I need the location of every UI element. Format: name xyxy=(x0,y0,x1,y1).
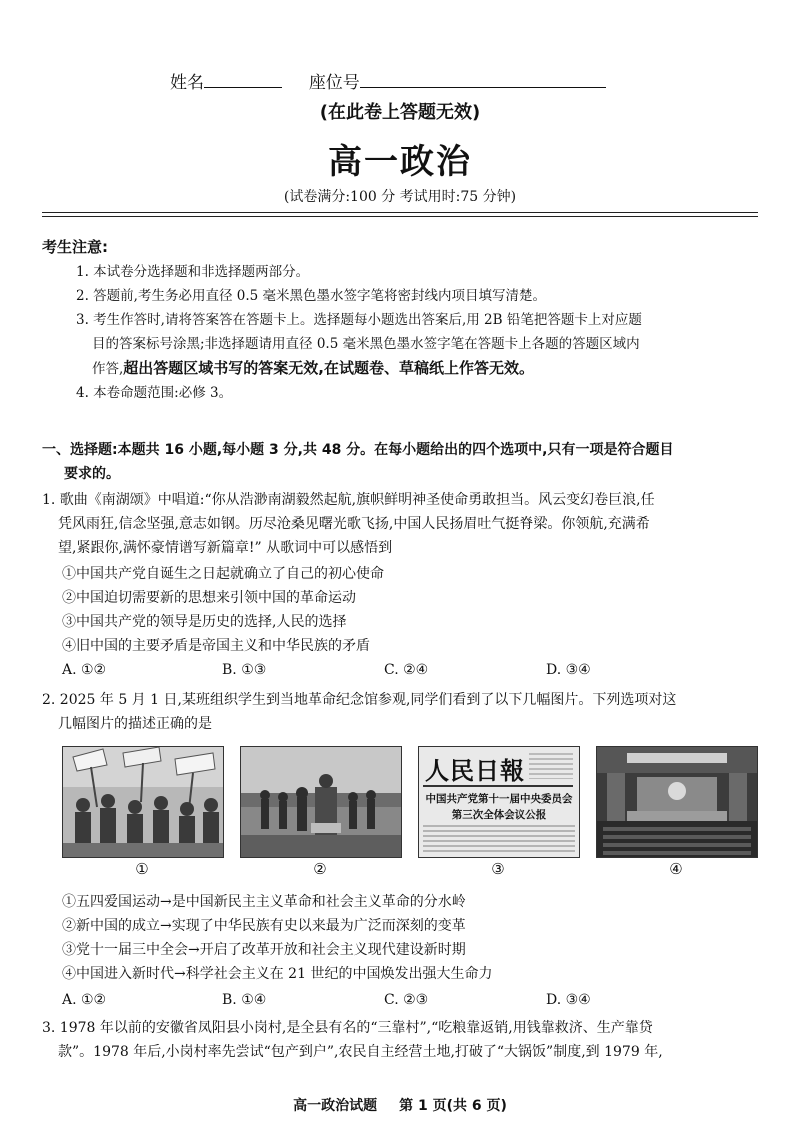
notice-text: 作答, xyxy=(92,361,124,377)
exam-info: (试卷满分:100 分 考试用时:75 分钟) xyxy=(283,189,517,205)
page-title: 高一政治 xyxy=(328,142,472,182)
stem-line: 款”。1978 年后,小岗村率先尝试“包产到户”,农民自主经营土地,打破了“大锅饭”制度,到 1979 年, xyxy=(58,1044,663,1060)
statement: ④中国进入新时代→科学社会主义在 21 世纪的中国焕发出强大生命力 xyxy=(62,966,493,982)
notice-list xyxy=(42,260,758,405)
notice-item: 2. 答题前,考生务必用直径 0.5 毫米黑色墨水签字笔将密封线内项目填写清楚。 xyxy=(76,288,547,304)
choice-d[interactable]: D. ③④ xyxy=(546,992,591,1008)
photo-label: ② xyxy=(313,860,327,878)
photo-label: ④ xyxy=(669,860,683,878)
newspaper-headline: 第三次全体会议公报 xyxy=(451,809,547,821)
newspaper-body-text xyxy=(423,825,575,855)
statement: ①五四爱国运动→是中国新民主主义革命和社会主义革命的分水岭 xyxy=(62,894,466,910)
statement: ②新中国的成立→实现了中华民族有史以来最为广泛而深刻的变革 xyxy=(62,918,466,934)
stem-line: 1. 歌曲《南湖颂》中唱道:“你从浩渺南湖毅然起航,旗帜鲜明神圣使命勇敢担当。风云变幻卷巨浪,任 xyxy=(42,492,655,508)
invalid-note: (在此卷上答题无效) xyxy=(319,102,481,123)
divider xyxy=(42,212,758,213)
stem-line: 3. 1978 年以前的安徽省凤阳县小岗村,是全县有名的“三靠村”,“吃粮靠返销,用钱靠救济、生产靠贷 xyxy=(42,1020,653,1036)
section-line: 要求的。 xyxy=(64,466,120,482)
newspaper-ear-text xyxy=(529,753,573,779)
photo-congress-hall xyxy=(596,746,758,858)
choice-d[interactable]: D. ③④ xyxy=(546,662,591,678)
choice-b[interactable]: B. ①③ xyxy=(222,662,267,678)
statement: ③党十一届三中全会→开启了改革开放和社会主义现代建设新时期 xyxy=(62,942,466,958)
page-footer xyxy=(0,1095,800,1115)
stem-line: 几幅图片的描述正确的是 xyxy=(58,716,212,732)
photo-label: ① xyxy=(135,860,149,878)
choice-a[interactable]: A. ①② xyxy=(62,992,107,1008)
section-line: 一、选择题:本题共 16 小题,每小题 3 分,共 48 分。在每小题给出的四个选项中,只有一项是符合题目 xyxy=(42,442,674,458)
photo-founding-ceremony xyxy=(240,746,402,858)
name-label: 姓名 xyxy=(170,73,204,93)
notice-item-cont: 目的答案标号涂黑;非选择题请用直径 0.5 毫米黑色墨水签字笔在答题卡上各题的答题区域内 xyxy=(92,336,640,352)
section-heading xyxy=(42,438,758,486)
statement: ②中国迫切需要新的思想来引领中国的革命运动 xyxy=(62,590,356,606)
notice-item-cont xyxy=(42,356,758,381)
statement: ①中国共产党自诞生之日起就确立了自己的初心使命 xyxy=(62,566,384,582)
photo-may-fourth xyxy=(62,746,224,858)
choice-c[interactable]: C. ②④ xyxy=(384,662,429,678)
name-blank[interactable] xyxy=(204,71,282,88)
choice-a[interactable]: A. ①② xyxy=(62,662,107,678)
question-1-stem xyxy=(42,488,758,560)
choice-c[interactable]: C. ②③ xyxy=(384,992,429,1008)
divider xyxy=(42,216,758,217)
notice-item: 4. 本卷命题范围:必修 3。 xyxy=(76,385,233,401)
footer-page-number: 第 1 页(共 6 页) xyxy=(399,1098,507,1114)
newspaper-masthead: 人民日報 xyxy=(425,756,525,785)
candidate-info-line xyxy=(170,68,606,93)
stem-line: 2. 2025 年 5 月 1 日,某班组织学生到当地革命纪念馆参观,同学们看到了以下几幅图片。下列选项对这 xyxy=(42,692,677,708)
newspaper-rule xyxy=(423,785,573,787)
notice-emphasis: 超出答题区域书写的答案无效,在试题卷、草稿纸上作答无效。 xyxy=(123,359,534,377)
stem-line: 凭风雨狂,信念坚强,意志如钢。历尽沧桑见曙光歌飞扬,中国人民扬眉吐气挺脊梁。你领航,充满希 xyxy=(58,516,650,532)
seat-blank[interactable] xyxy=(360,71,606,88)
notice-heading: 考生注意: xyxy=(42,238,108,256)
statement: ③中国共产党的领导是历史的选择,人民的选择 xyxy=(62,614,347,630)
stem-line: 望,紧跟你,满怀豪情谱写新篇章!” 从歌词中可以感悟到 xyxy=(58,540,393,556)
statement: ④旧中国的主要矛盾是帝国主义和中华民族的矛盾 xyxy=(62,638,370,654)
seat-label: 座位号 xyxy=(308,73,360,93)
newspaper-headline: 中国共产党第十一届中央委员会 xyxy=(425,793,573,805)
question-2-stem xyxy=(42,688,758,736)
photo-label: ③ xyxy=(491,860,505,878)
notice-item: 1. 本试卷分选择题和非选择题两部分。 xyxy=(76,264,310,280)
photo-newspaper xyxy=(418,746,580,858)
question-3-stem xyxy=(42,1016,758,1064)
choice-b[interactable]: B. ①④ xyxy=(222,992,267,1008)
footer-subject: 高一政治试题 xyxy=(293,1098,378,1114)
notice-item: 3. 考生作答时,请将答案答在答题卡上。选择题每小题选出答案后,用 2B 铅笔把答题卡上对应题 xyxy=(76,312,642,328)
